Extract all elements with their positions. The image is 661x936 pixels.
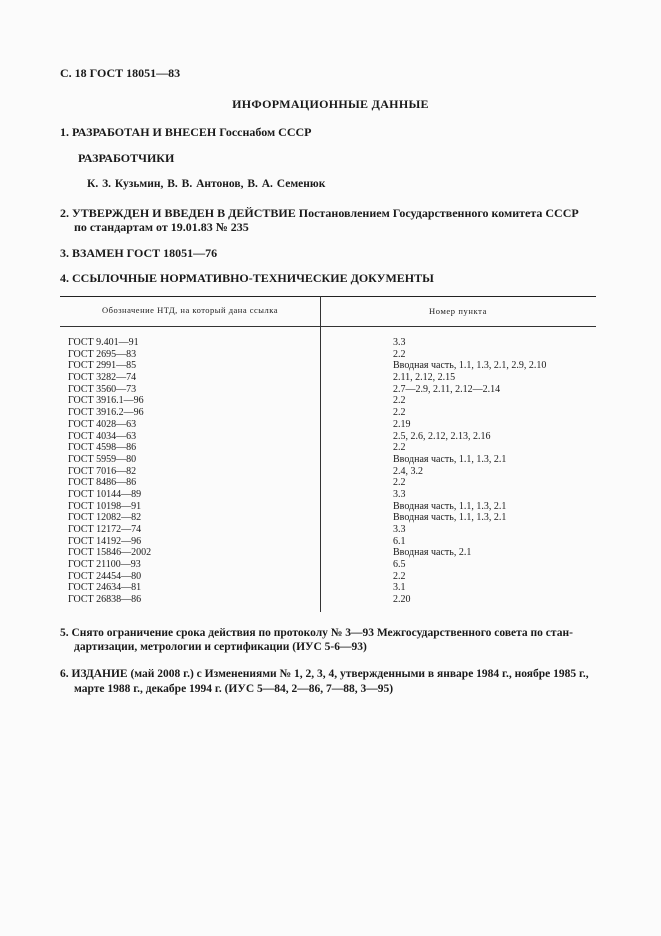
table-row-clause: 2.4, 3.2 <box>393 465 423 477</box>
table-row-clause: 6.1 <box>393 535 406 547</box>
table-header-rule <box>60 326 596 327</box>
table-row-clause: 2.19 <box>393 418 411 430</box>
table-row-clause: 2.11, 2.12, 2.15 <box>393 372 456 384</box>
table-row-clause: 2.5, 2.6, 2.12, 2.13, 2.16 <box>393 430 491 442</box>
table-row-ntd: ГОСТ 21100—93 <box>68 559 141 571</box>
section-1 <box>60 125 312 140</box>
table-row-ntd: ГОСТ 3916.2—96 <box>68 407 144 419</box>
table-row-clause: Вводная часть, 1.1, 1.3, 2.1, 2.9, 2.10 <box>393 360 547 372</box>
table-top-rule <box>60 296 596 297</box>
table-row-ntd: ГОСТ 12172—74 <box>68 524 142 535</box>
table-row-ntd: ГОСТ 10144—89 <box>68 488 142 500</box>
table-row-ntd: ГОСТ 15846—2002 <box>68 547 152 559</box>
table-row-ntd: ГОСТ 8486—86 <box>68 477 137 489</box>
section-4: 4. ССЫЛОЧНЫЕ НОРМАТИВНО-ТЕХНИЧЕСКИЕ ДОКУМЕНТЫ <box>60 271 434 285</box>
section-5-line1: 5. Снято ограничение срока действия по протоколу № 3—93 Межгосударственного совета по стан- <box>60 627 573 639</box>
page-title: ИНФОРМАЦИОННЫЕ ДАННЫЕ <box>232 97 429 111</box>
table-row-clause: 2.2 <box>393 407 406 419</box>
table-row-ntd: ГОСТ 12082—82 <box>68 512 142 524</box>
page-header: С. 18 ГОСТ 18051—83 <box>60 66 181 80</box>
table-col1-values <box>68 337 151 606</box>
table-row-clause: Вводная часть, 1.1, 1.3, 2.1 <box>393 512 507 524</box>
table-row-ntd: ГОСТ 5959—80 <box>68 453 137 465</box>
section-2-lead: 2. УТВЕРЖДЕН И ВВЕДЕН В ДЕЙСТВИЕ <box>60 206 296 220</box>
table-row-clause: Вводная часть, 2.1 <box>393 547 472 559</box>
table-row-clause: 2.2 <box>393 348 406 360</box>
section-2-rest: Постановлением Государственного комитета СССР <box>295 206 579 220</box>
table-col2-header: Номер пункта <box>429 306 487 316</box>
table-row-ntd: ГОСТ 3560—73 <box>68 383 137 395</box>
developers-label: РАЗРАБОТЧИКИ <box>78 151 175 165</box>
table-row-ntd: ГОСТ 7016—82 <box>68 465 137 477</box>
table-column-divider <box>320 296 321 612</box>
section-1-rest: Госснабом СССР <box>216 125 312 139</box>
table-row-ntd: ГОСТ 2991—85 <box>68 360 137 372</box>
section-2-line2: по стандартам от 19.01.83 № 235 <box>74 220 249 234</box>
table-row-ntd: ГОСТ 3282—74 <box>68 372 137 384</box>
table-row-ntd: ГОСТ 14192—96 <box>68 535 142 547</box>
table-row-ntd: ГОСТ 24454—80 <box>68 570 142 582</box>
section-2 <box>60 206 579 221</box>
section-6-line2: марте 1988 г., декабре 1994 г. (ИУС 5—84, 2—86, 7—88, 3—95) <box>74 683 394 695</box>
table-row-clause: Вводная часть, 1.1, 1.3, 2.1 <box>393 453 507 465</box>
table-row-ntd: ГОСТ 3916.1—96 <box>68 395 144 407</box>
table-row-clause: 6.5 <box>393 559 406 571</box>
table-row-clause: 2.7—2.9, 2.11, 2.12—2.14 <box>393 383 501 395</box>
table-row-ntd: ГОСТ 2695—83 <box>68 348 137 360</box>
table-row-ntd: ГОСТ 4028—63 <box>68 418 137 430</box>
table-col2-values <box>393 337 546 606</box>
table-row-ntd: ГОСТ 4598—86 <box>68 442 137 454</box>
table-row-clause: 2.2 <box>393 570 406 582</box>
table-row-clause: 3.3 <box>393 524 406 535</box>
table-row-clause: 3.3 <box>393 488 406 500</box>
table-row-ntd: ГОСТ 9.401—91 <box>68 337 139 348</box>
table-col1-header: Обозначение НТД, на который дана ссылка <box>101 305 279 315</box>
table-row-ntd: ГОСТ 4034—63 <box>68 430 137 442</box>
section-6-line1: 6. ИЗДАНИЕ (май 2008 г.) с Изменениями № 1, 2, 3, 4, утвержденными в январе 1984 г., ноябре 1985 г., <box>60 668 589 680</box>
table-row-clause: 2.2 <box>393 442 406 454</box>
table-row-clause: 2.2 <box>393 477 406 489</box>
developers-names: К. З. Кузьмин, В. В. Антонов, В. А. Семенюк <box>87 178 326 190</box>
table-row-ntd: ГОСТ 26838—86 <box>68 594 142 606</box>
section-1-lead: 1. РАЗРАБОТАН И ВНЕСЕН <box>60 125 217 139</box>
table-row-clause: 2.2 <box>393 395 406 407</box>
table-row-ntd: ГОСТ 24634—81 <box>68 582 142 594</box>
section-3: 3. ВЗАМЕН ГОСТ 18051—76 <box>60 246 218 260</box>
table-row-ntd: ГОСТ 10198—91 <box>68 500 142 512</box>
table-row-clause: 3.3 <box>393 337 406 348</box>
table-row-clause: 3.1 <box>393 582 406 594</box>
table-row-clause: 2.20 <box>393 594 411 606</box>
table-row-clause: Вводная часть, 1.1, 1.3, 2.1 <box>393 500 507 512</box>
section-5-line2: дартизации, метрологии и сертификации (ИУС 5-6—93) <box>74 641 367 653</box>
